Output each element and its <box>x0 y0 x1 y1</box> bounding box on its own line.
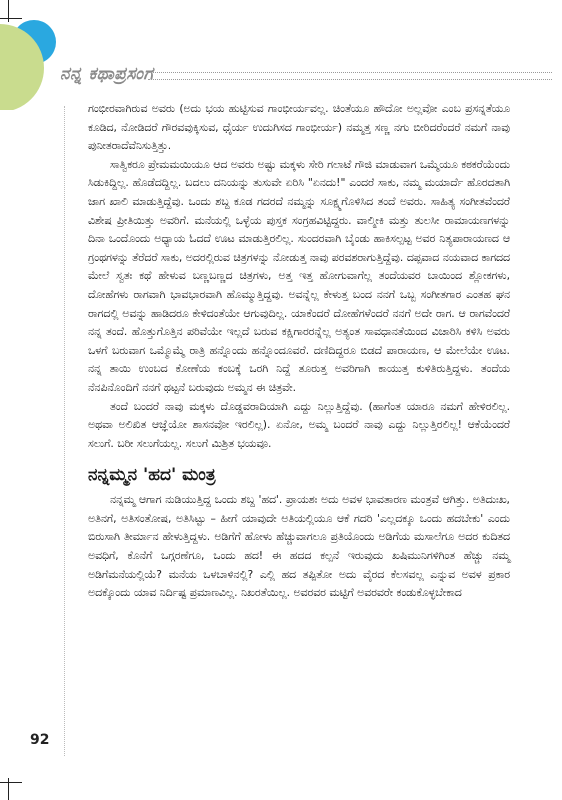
chapter-header-title: ನನ್ನ ಕಥಾಪ್ರಸಂಗ <box>60 64 154 84</box>
section-heading: ನನ್ನಮ್ಮನ 'ಹದ' ಮಂತ್ರ <box>88 465 216 486</box>
header-dotted-rule <box>148 72 552 80</box>
margin-dotted-rule <box>64 106 65 756</box>
paragraph-4: ನನ್ನಮ್ಮ ಆಗಾಗ ನುಡಿಯುತ್ತಿದ್ದ ಒಂದು ಶಬ್ದ 'ಹದ'. ಪ್ರಾಯಶಃ ಅದು ಅವಳ ಭಾವತಾರಣ ಮಂತ್ರವೆ ಆಗಿತ್ತು. ಅತಿದುಃಖ, ಅತಿನಗೆ, ಅತಿಸಂತೋಷ, ಅತಿಸಿಟ್ಟು – ಹೀಗೆ ಯಾವುದೇ ಅತಿಯಲ್ಲಿಯೂ ಆಕೆ ಗದರಿ 'ಎಲ್ಲದಕ್ಕೂ ಒಂದು ಹದಬೇಕು' ಎಂದು ಬಿರುಸಾಗಿ ತೀರ್ಮಾನ ಹೇಳುತ್ತಿದ್ದಳು. ಅಡಿಗೆಗೆ ಹೋಳು ಹೆಚ್ಚುವಾಗಲೂ ಪ್ರತಿಯೊಂದು ಅಡಿಗೆಯ ಮಸಾಲೆಗೂ ಅದರ ಕುದಿತದ ಅವಧಿಗೆ, ಕೊನೆಗೆ ಒಗ್ಗರಣೆಗೂ, ಒಂದು ಹದ! ಈ ಹದದ ಕಲ್ಪನೆ ಇರುವುದು ಖಷಿಮುನಿಗಳಿಗಿಂತ ಹೆಚ್ಚು ನಮ್ಮ ಅಡಿಗೆಮನೆಯಲ್ಲಿಯೆ? ಮನೆಯ ಒಳಬಾಳಿನಲ್ಲಿ? ಎಲ್ಲಿ ಹದ ತಪ್ಪಿತೋ ಅದು ವೈರದ ಕೆಲಸವಲ್ಲ ಎನ್ನುವ ಅವಳ ಪ್ರಕಾರ ಅದಕ್ಕೊಂದು ಯಾವ ನಿರ್ದಿಷ್ಟ ಪ್ರಮಾಣವಿಲ್ಲ. ನಿಖರತೆಯಿಲ್ಲ. ಅವರವರ ಮಟ್ಟಿಗೆ ಅವರವರೇ ಕಂಡುಕೊಳ್ಳಬೇಕಾದ <box>88 493 510 600</box>
page-number: 92 <box>30 732 50 748</box>
paragraph-2: ಸಾತ್ವಿಕರೂ ಪ್ರೇಮಮಯಿಯೂ ಆದ ಅವರು ಅಷ್ಟು ಮಕ್ಕಳು ಸೇರಿ ಗಲಾಟೆ ಗೌಜಿ ಮಾಡುವಾಗ ಒಮ್ಮೆಯೂ ಕಠಕರೆಯೆಂದು ಸಿಡುಕಿದ್ದಿಲ್ಲ. ಹೊಡೆದದ್ದಿಲ್ಲ. ಬದಲು ದನಿಯನ್ನು ತುಸುವೇ ಏರಿಸಿ "ಏನದು!" ಎಂದರೆ ಸಾಕು, ನಮ್ಮ ಮಯಾರ್ದೆ ಹೊರದತಾಗಿ ಜಾಗ ಖಾಲಿ ಮಾಡುತ್ತಿದ್ದೆವು. ಒಂದು ಶಬ್ದ ಕೂಡ ಗದರದೆ ನಮ್ಮನ್ನು ಸೂಕ್ಷ್ಮಗೊಳಿಸಿದ ತಂದೆ ಅವರು. ಸಾಹಿತ್ಯ ಸಂಗೀತವೆಂದರೆ ವಿಶೇಷ ಪ್ರೀತಿಯಿತ್ತು ಅವರಿಗೆ. ಮನೆಯಲ್ಲಿ ಒಳ್ಳೆಯ ಪುಸ್ತಕ ಸಂಗ್ರಹವಿಟ್ಟಿದ್ದರು. ವಾಲ್ಮೀಕಿ ಮತ್ತು ತುಲಸೀ ರಾಮಾಯಣಗಳನ್ನು ದಿನಾ ಒಂದೊಂದು ಅಧ್ಯಾಯ ಓದದೆ ಊಟ ಮಾಡುತ್ತಿರಲಿಲ್ಲ. ಸುಂದರವಾಗಿ ಬೈಂಡು ಹಾಕಿಸಲ್ಪಟ್ಟ ಅವರ ನಿತ್ಯಪಾರಾಯಣದ ಆ ಗ್ರಂಥಗಳನ್ನು ತೆರೆದರೆ ಸಾಕು, ಅದರಲ್ಲಿರುವ ಚಿತ್ರಗಳನ್ನು ನೋಡುತ್ತ ನಾವು ಪರವಶರಾಗುತ್ತಿದ್ದೆವು. ದಪ್ಪವಾದ ನಯವಾದ ಕಾಗದದ ಮೇಲೆ ಸ್ವತಃ ಕಥೆ ಹೇಳುವ ಬಣ್ಣಬಣ್ಣದ ಚಿತ್ರಗಳು, ಅತ್ತ ಇತ್ತ ಹೋಗುವಾಗೆಲ್ಲ ತಂದೆಯವರ ಬಾಯಿಂದ ಶ್ಲೋಕಗಳು, ದೋಹೆಗಳು ರಾಗವಾಗಿ ಭಾವಭಾರವಾಗಿ ಹೊಮ್ಮುತ್ತಿದ್ದವು. ಅವನ್ನೆಲ್ಲ ಕೇಳುತ್ತ ಬಂದ ನನಗೆ ಒಬ್ಬ ಸಂಗೀತಗಾರ ಎಂತಹ ಘನ ರಾಗದಲ್ಲಿ ಅವನ್ನು ಹಾಡಿದರೂ ಕೇಳಿದಂತೆಯೇ ಆಗುವುದಿಲ್ಲ. ಯಾಕೆಂದರೆ ದೋಹೆಗಳೆಂದರೆ ನನಗೆ ಅದೇ ರಾಗ. ಆ ರಾಗವೆಂದರೆ ನನ್ನ ತಂದೆ. ಹೊತ್ತುಗೊತ್ತಿನ ಪರಿವೆಯೇ ಇಲ್ಲದೆ ಬರುವ ಕಕ್ಷಿಗಾರರನ್ನೆಲ್ಲ ಅತ್ಯಂತ ಸಾವಧಾನತೆಯಿಂದ ವಿಚಾರಿಸಿ ಕಳಿಸಿ ಅವರು ಒಳಗೆ ಬರುವಾಗ ಒಮ್ಮೊಮ್ಮೆ ರಾತ್ರಿ ಹನ್ನೊಂದು ಹನ್ನೊಂದೂವರೆ. ದಣಿದಿದ್ದರೂ ಬಿಡದೆ ಪಾರಾಯಣ, ಆ ಮೇಲೆಯೇ ಊಟ. ನನ್ನ ತಾಯಿ ಉಂಬದ ಕೋಣೆಯ ಕಂಬಕ್ಕೆ ಒರಗಿ ನಿದ್ದೆ ತೂರುತ್ತ ಅವರಿಗಾಗಿ ಕಾಯುತ್ತ ಕುಳಿತಿರುತ್ತಿದ್ದಳು. ತಂದೆಯ ನೆನಪಿನೊಂದಿಗೆ ನನಗೆ ಥಟ್ಟನೆ ಬರುವುದು ಅಮ್ಮನ ಈ ಚಿತ್ರವೇ. <box>88 157 510 394</box>
page-body <box>88 100 510 603</box>
crop-mark-bottom-left-h <box>0 782 22 783</box>
decorative-circles-icon <box>0 0 110 110</box>
paragraph-1: ಗಂಭೀರವಾಗಿರುವ ಅವರು (ಅದು ಭಯ ಹುಟ್ಟಿಸುವ ಗಾಂಭೀರ್ಯವಲ್ಲ. ಚಿಂತೆಯೂ ಹೌದೋ ಅಲ್ಲವೋ ಎಂಬ ಪ್ರಸನ್ನತೆಯೂ ಕೂಡಿದ, ನೋಡಿದರೆ ಗೌರವವುಕ್ಕಿಸುವ, ಧೈರ್ಯ ಉದುಗಿಸದ ಗಾಂಭೀರ್ಯ) ನಮ್ಮತ್ತ ಸಣ್ಣ ನಗು ಬೀರಿದರೆಂದರೆ ನಮಗೆ ನಾವು ಪುನೀತರಾದೆವೆನಿಸುತ್ತಿತ್ತು. <box>88 102 510 153</box>
paragraph-3: ತಂದೆ ಬಂದರೆ ನಾವು ಮಕ್ಕಳು ದೊಡ್ಡವರಾದಿಯಾಗಿ ಎದ್ದು ನಿಲ್ಲುತ್ತಿದ್ದೆವು. (ಹಾಗೆಂತ ಯಾರೂ ನಮಗೆ ಹೇಳಿರಲಿಲ್ಲ. ಅಥವಾ ಅಲಿಖಿತ ಆಜ್ಞೆಯೋ ಶಾಸನವೋ ಇರಲಿಲ್ಲ). ಏನೋ, ಅಮ್ಮ ಬಂದರೆ ನಾವು ಎದ್ದು ನಿಲ್ಲುತ್ತಿರಲಿಲ್ಲ! ಆಕೆಯೆಂದರೆ ಸಲುಗೆ. ಬರೀ ಸಲುಗೆಯಲ್ಲ. ಸಲುಗೆ ಮಿಶ್ರಿತ ಭಯವೂ. <box>88 399 510 450</box>
